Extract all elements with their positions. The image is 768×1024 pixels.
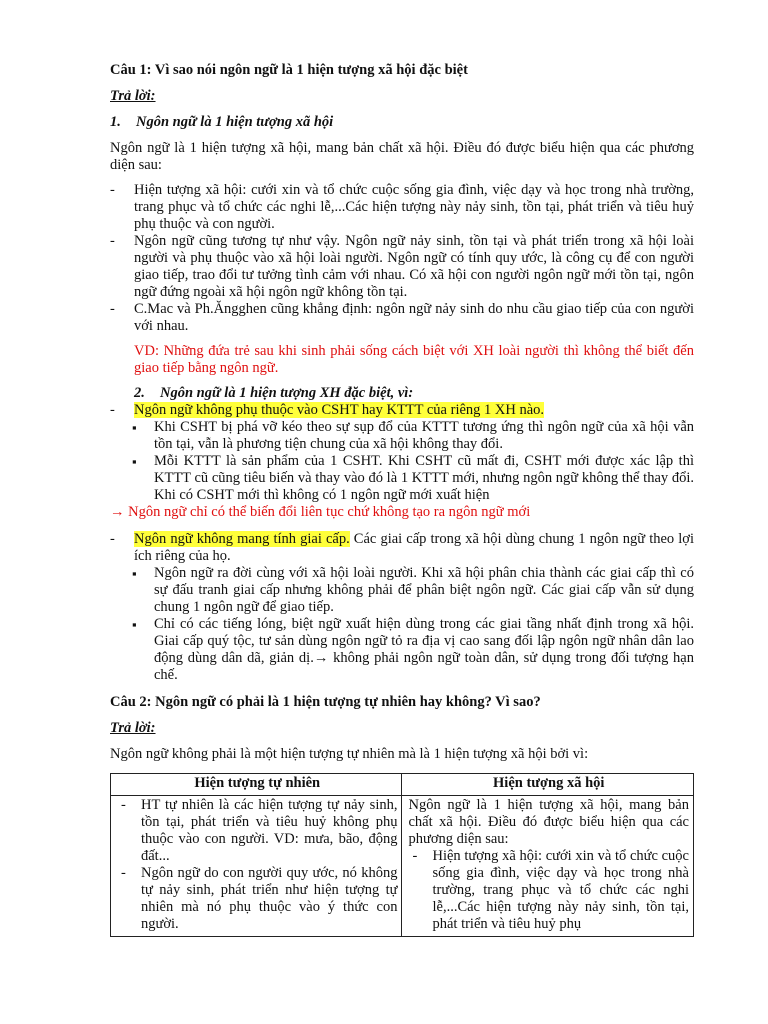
section-2-heading — [110, 385, 694, 402]
highlighted-point-1: Ngôn ngữ không phụ thuộc vào CSHT hay KTTT của riêng 1 XH nào. — [134, 402, 545, 418]
sub-list-item: ▪ Ngôn ngữ ra đời cùng với xã hội loài người. Khi xã hội phân chia thành các giai cấp thì có sự đấu tranh giai cấp nhưng không phải để phân biệt ngôn ngữ. Các giai cấp vẫn sử dụng chung 1 ngôn ngữ để giao tiếp. — [110, 565, 694, 616]
arrow-right-icon: → — [313, 650, 329, 666]
table-cell-social — [402, 796, 694, 937]
section-1-number: 1. — [110, 114, 121, 130]
list-item: - C.Mac và Ph.Ăngghen cũng khẳng định: ngôn ngữ nảy sinh do nhu cầu giao tiếp của con người với nhau. — [110, 301, 694, 335]
table-header-row — [111, 774, 694, 796]
list-item: - Hiện tượng xã hội: cưới xin và tổ chức cuộc sống gia đình, việc dạy và học trong nhà trường, trang phục và tổ chức các nghi lễ,...Các hiện tượng này nảy sinh, tồn tại, phát triển và tiêu huỷ phụ — [408, 848, 689, 933]
comparison-table — [110, 773, 694, 937]
sub-list-text-end: không phải ngôn ngữ toàn dân, sử dụng trong đối tượng hạn chế. — [154, 650, 694, 683]
sub-list-item — [110, 616, 694, 684]
list-item: - Hiện tượng xã hội: cưới xin và tổ chức cuộc sống gia đình, việc dạy và học trong nhà trường, trang phục và tổ chức các nghi lễ,...Các hiện tượng này nảy sinh, tồn tại, phát triển và tiêu huỷ phụ thuộc và con người. — [110, 182, 694, 233]
section-1-heading — [110, 114, 694, 131]
answer-label-1: Trả lời: — [110, 88, 156, 104]
document-page — [110, 62, 694, 937]
example-text: VD: Những đứa trẻ sau khi sinh phải sống cách biệt với XH loài người thì không thể biết đến giao tiếp bằng ngôn ngữ. — [134, 343, 694, 376]
question-2-intro: Ngôn ngữ không phải là một hiện tượng tự nhiên mà là 1 hiện tượng xã hội bởi vì: — [110, 746, 589, 762]
list-item: - Ngôn ngữ cũng tương tự như vậy. Ngôn ngữ nảy sinh, tồn tại và phát triển trong xã hội loài người và phụ thuộc vào xã hội loài người. Ngôn ngữ có tính quy ước, là công cụ để con người giao tiếp, trao đổi tư tưởng tình cảm với nhau. Có xã hội con người ngôn ngữ mới tồn tại, ngôn ngữ đứng ngoài xã hội ngôn ngữ không tồn tại. — [110, 233, 694, 301]
question-1-title: Câu 1: Vì sao nói ngôn ngữ là 1 hiện tượng xã hội đặc biệt — [110, 62, 468, 78]
list-item: - Ngôn ngữ do con người quy ước, nó không tự nảy sinh, phát triển như hiện tượng tự nhiên mà nó phụ thuộc vào ý thức con người. — [117, 865, 397, 933]
table-row — [111, 796, 694, 937]
highlighted-point-2: Ngôn ngữ không mang tính giai cấp. — [134, 531, 350, 547]
section-1-title: Ngôn ngữ là 1 hiện tượng xã hội — [136, 114, 334, 130]
question-2-title: Câu 2: Ngôn ngữ có phải là 1 hiện tượng tự nhiên hay không? Vì sao? — [110, 694, 541, 710]
conclusion-line — [110, 504, 694, 521]
point-2-text: Các giai cấp trong xã hội dùng chung 1 ngôn ngữ theo lợi ích riêng của họ. — [134, 531, 694, 564]
table-header-social: Hiện tượng xã hội — [402, 774, 694, 796]
table-cell-natural — [111, 796, 402, 937]
sub-list-item: ▪ Mỗi KTTT là sản phẩm của 1 CSHT. Khi CSHT cũ mất đi, CSHT mới được xác lập thì KTTT cũ cũng tiêu biến và thay vào đó là 1 KTTT mới, nhưng ngôn ngữ không thể thay đổi. Khi có CSHT mới thì không có 1 ngôn ngữ mới xuất hiện — [110, 453, 694, 504]
table-header-natural: Hiện tượng tự nhiên — [111, 774, 402, 796]
section-1-intro: Ngôn ngữ là 1 hiện tượng xã hội, mang bản chất xã hội. Điều đó được biểu hiện qua các phương diện sau: — [110, 140, 694, 173]
section-2-number: 2. — [134, 385, 145, 401]
sub-list-text: Chỉ có các tiếng lóng, biệt ngữ xuất hiện dùng trong các giai tầng nhất định trong xã hội. Giai cấp quý tộc, tư sản dùng ngôn ngữ tỏ ra địa vị cao sang đối lập ngôn ngữ nhân dân lao động dùng dân dã, giản dị. — [154, 616, 694, 666]
sub-list-item: ▪ Khi CSHT bị phá vỡ kéo theo sự sụp đổ của KTTT tương ứng thì ngôn ngữ của xã hội vẫn tồn tại, vẫn là phương tiện chung của xã hội không thay đổi. — [110, 419, 694, 453]
conclusion-text: Ngôn ngữ chỉ có thể biến đổi liên tục chứ không tạo ra ngôn ngữ mới — [128, 504, 531, 520]
cell-intro: Ngôn ngữ là 1 hiện tượng xã hội, mang bản chất xã hội. Điều đó được biểu hiện qua các phương diện sau: — [408, 797, 689, 847]
list-item — [110, 402, 694, 419]
arrow-right-icon: → — [110, 504, 125, 520]
section-2-title: Ngôn ngữ là 1 hiện tượng XH đặc biệt, vì: — [160, 385, 414, 401]
answer-label-2: Trả lời: — [110, 720, 156, 736]
list-item: - HT tự nhiên là các hiện tượng tự nảy sinh, tồn tại, phát triển và tiêu huỷ không phụ thuộc vào con người. VD: mưa, bão, động đất... — [117, 797, 397, 865]
list-item — [110, 531, 694, 565]
